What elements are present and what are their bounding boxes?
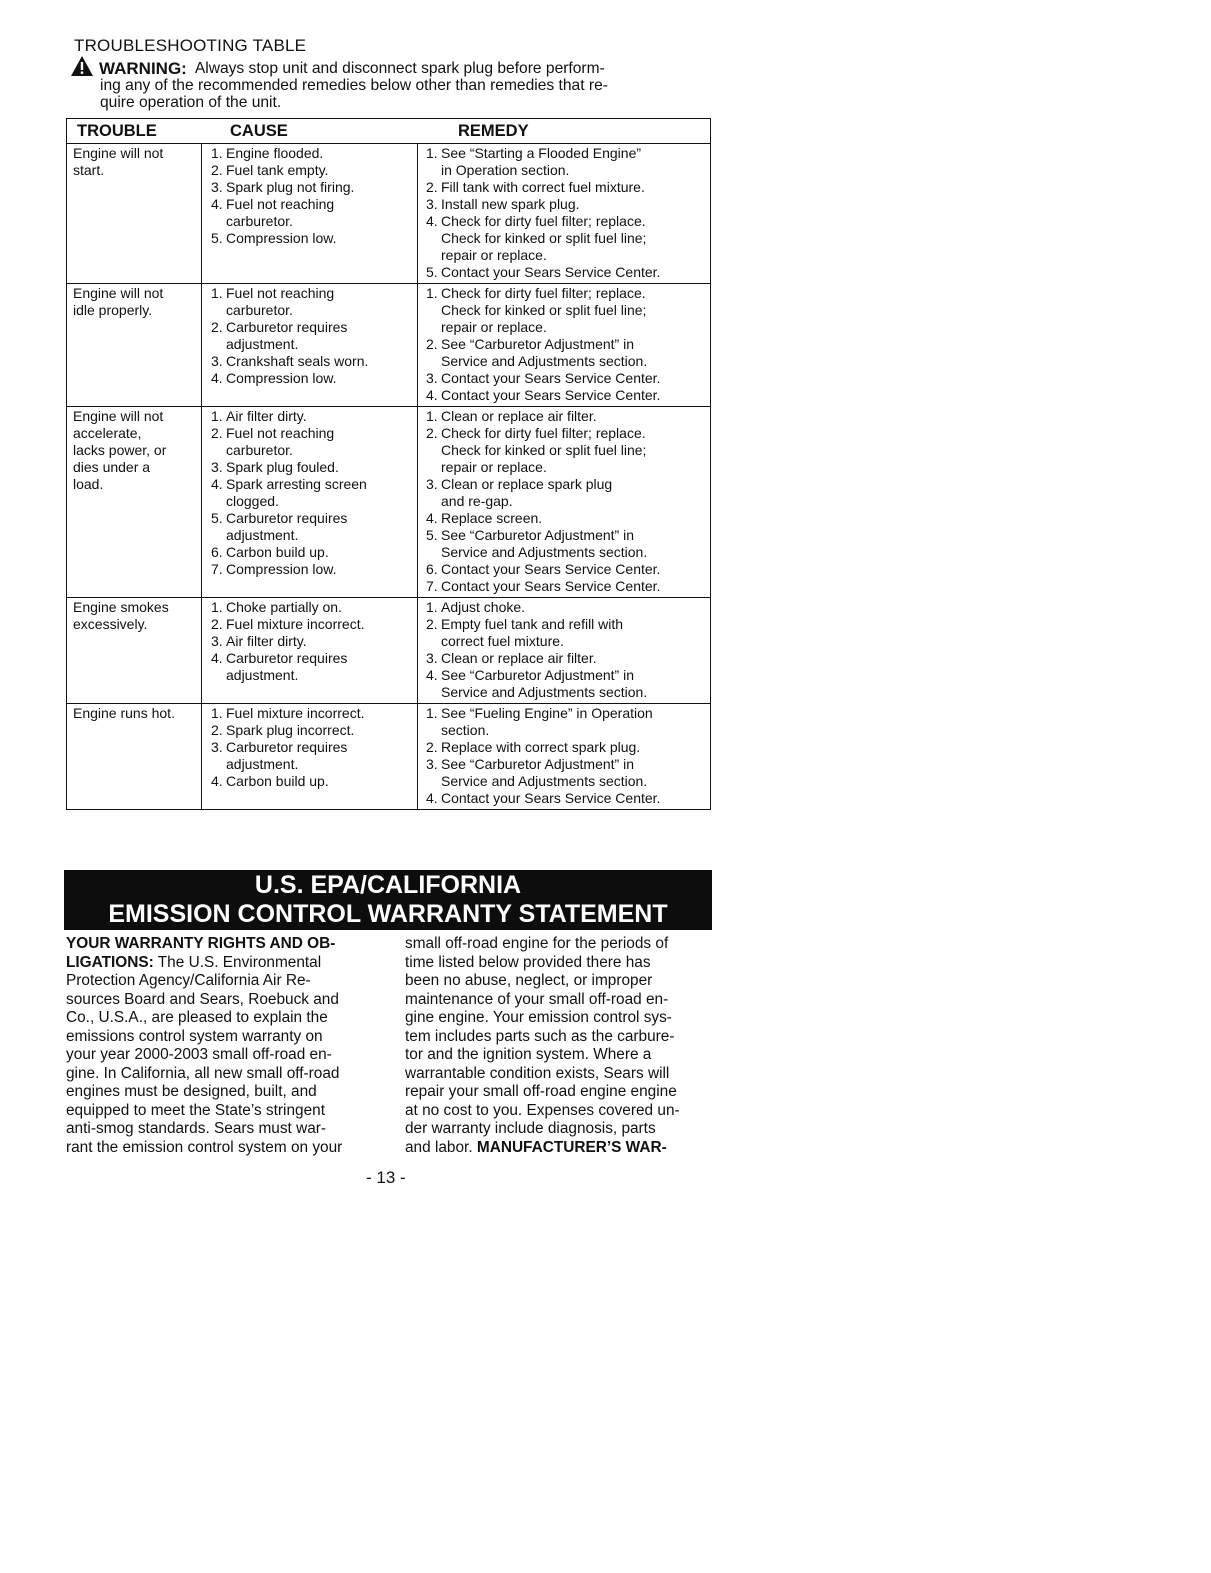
warranty-text-line: rant the emission control system on your [66,1138,343,1156]
item-number [426,773,441,790]
item-number [211,756,226,773]
remedy-text: See “Carburetor Adjustment” in [441,756,634,772]
item-number: 3. [426,650,438,666]
troubleshooting-table [66,118,711,810]
item-number: 1. [426,285,438,301]
item-number: 3. [211,633,223,649]
warranty-text-line: your year 2000-2003 small off-road en- [66,1046,332,1063]
remedy-text: Service and Adjustments section. [441,544,648,560]
cause-item [211,599,413,616]
trouble-cell [67,598,202,703]
remedy-item [426,739,706,756]
remedy-text: See “Carburetor Adjustment” in [441,527,634,543]
item-number: 4. [426,510,438,526]
warning-text-line: Always stop unit and disconnect spark plug before perform- [194,60,605,77]
cause-text: carburetor. [226,442,293,458]
cause-item [211,476,413,493]
table-row [67,704,710,809]
item-number: 3. [211,179,223,195]
remedy-item [426,442,706,459]
item-number [426,442,441,459]
warranty-text-line: Protection Agency/California Air Re- [66,972,311,989]
warranty-text-line: emissions control system warranty on [66,1027,323,1045]
remedy-text: Contact your Sears Service Center. [441,387,661,403]
cause-item [211,773,413,790]
cause-item [211,739,413,756]
banner-line: U.S. EPA/CALIFORNIA [254,871,522,899]
item-number [211,336,226,353]
remedy-cell [418,407,710,597]
item-number: 3. [211,459,223,475]
item-number [426,247,441,264]
warranty-text-line: warrantable condition exists, Sears will [405,1064,670,1082]
remedy-text: Empty fuel tank and refill with [441,616,624,632]
item-number: 3. [211,739,223,755]
cause-item [211,230,413,247]
cause-item [211,667,413,684]
warranty-text-line: maintenance of your small off-road en- [405,990,669,1008]
item-number: 4. [211,370,223,386]
trouble-text: Engine will not [73,408,164,424]
item-number [426,459,441,476]
table-row [67,284,710,407]
cause-item [211,633,413,650]
item-number: 4. [211,650,223,666]
remedy-item [426,756,706,773]
item-number: 3. [211,353,223,369]
remedy-item [426,425,706,442]
cause-item [211,442,413,459]
cause-item [211,425,413,442]
warranty-text-line: small off-road engine for the periods of [405,935,669,952]
remedy-text: Fill tank with correct fuel mixture. [441,179,645,195]
cause-item [211,370,413,387]
item-number: 2. [211,425,223,441]
cause-text: Spark arresting screen [226,476,367,492]
trouble-cell [67,407,202,597]
remedy-item [426,459,706,476]
item-number: 2. [211,722,223,738]
item-number: 4. [211,476,223,492]
remedy-text: section. [441,722,490,738]
warranty-text-line: been no abuse, neglect, or improper [405,972,653,989]
remedy-text: Adjust choke. [441,599,526,615]
item-number: 6. [426,561,438,577]
remedy-item [426,213,706,230]
remedy-item [426,230,706,247]
cause-item [211,527,413,544]
cause-text: Fuel tank empty. [226,162,329,178]
cause-text: Engine flooded. [226,145,324,161]
item-number: 2. [426,179,438,195]
cause-item [211,213,413,230]
item-number: 2. [426,425,438,441]
trouble-text: dies under a [73,459,151,475]
item-number: 1. [426,599,438,615]
item-number: 1. [211,145,223,161]
item-number: 4. [426,667,438,683]
trouble-text: lacks power, or [73,442,167,458]
warranty-right-column [405,935,720,1157]
remedy-text: Clean or replace air filter. [441,650,597,666]
item-number [211,213,226,230]
item-number [426,230,441,247]
warranty-text-line: The U.S. Environmental [153,953,322,971]
remedy-text: Check for dirty fuel filter; replace. [441,285,646,301]
remedy-item [426,616,706,633]
remedy-item [426,790,706,807]
item-number: 1. [426,145,438,161]
cause-text: Compression low. [226,561,337,577]
item-number: 3. [426,370,438,386]
remedy-text: See “Carburetor Adjustment” in [441,667,634,683]
item-number: 5. [426,527,438,543]
cause-item [211,510,413,527]
remedy-cell [418,144,710,283]
warranty-text-line: time listed below provided there has [405,953,651,971]
warranty-text-line: der warranty include diagnosis, parts [405,1120,656,1137]
warning-label: WARNING: [99,59,187,78]
cause-item [211,196,413,213]
remedy-text: Contact your Sears Service Center. [441,561,661,577]
warranty-text-line: gine engine. Your emission control sys- [405,1009,672,1026]
cause-text: Compression low. [226,370,337,386]
item-number [211,667,226,684]
remedy-item [426,285,706,302]
item-number [426,493,441,510]
item-number: 4. [426,790,438,806]
trouble-cell [67,284,202,406]
item-number [211,302,226,319]
item-number [211,442,226,459]
item-number: 1. [426,705,438,721]
item-number: 2. [426,616,438,632]
remedy-item [426,162,706,179]
trouble-cell [67,144,202,283]
item-number [426,684,441,701]
cause-cell [202,407,418,597]
remedy-item [426,667,706,684]
page-number: - 13 - [366,1168,406,1187]
cause-item [211,353,413,370]
cause-item [211,561,413,578]
cause-text: carburetor. [226,213,293,229]
remedy-item [426,633,706,650]
item-number: 2. [211,162,223,178]
table-row [67,407,710,598]
remedy-text: in Operation section. [441,162,570,178]
item-number [211,493,226,510]
cause-item [211,408,413,425]
warranty-text-line: gine. In California, all new small off-road [66,1064,340,1082]
remedy-item [426,578,706,595]
warranty-bold-tail: MANUFACTURER’S WAR- [476,1138,667,1156]
remedy-text: and re-gap. [441,493,513,509]
remedy-item [426,476,706,493]
remedy-text: Contact your Sears Service Center. [441,578,661,594]
item-number: 3. [426,756,438,772]
cause-text: Spark plug fouled. [226,459,339,475]
warranty-text-line: anti-smog standards. Sears must war- [66,1120,327,1137]
cause-text: Carbon build up. [226,773,329,789]
cause-item [211,302,413,319]
trouble-text: excessively. [73,616,148,632]
item-number: 5. [426,264,438,280]
cause-text: Carburetor requires [226,319,348,335]
warranty-left-column [66,935,388,1157]
remedy-text: Service and Adjustments section. [441,773,648,789]
remedy-text: Service and Adjustments section. [441,353,648,369]
remedy-item [426,722,706,739]
cause-item [211,544,413,561]
table-body [67,144,710,809]
remedy-item [426,510,706,527]
warranty-bold-lead: YOUR WARRANTY RIGHTS AND OB- [66,935,336,952]
header-trouble: TROUBLE [77,121,157,140]
warranty-text-line: engines must be designed, built, and [66,1083,317,1100]
remedy-text: See “Fueling Engine” in Operation [441,705,653,721]
item-number [211,527,226,544]
warning-triangle-icon [70,55,94,77]
trouble-text: start. [73,162,105,178]
remedy-text: repair or replace. [441,319,547,335]
remedy-text: Contact your Sears Service Center. [441,370,661,386]
item-number: 2. [426,336,438,352]
cause-item [211,145,413,162]
remedy-item [426,264,706,281]
remedy-item [426,544,706,561]
remedy-text: Check for kinked or split fuel line; [441,442,647,458]
item-number: 1. [211,408,223,424]
item-number: 2. [211,616,223,632]
cause-text: Fuel not reaching [226,196,335,212]
cause-text: Air filter dirty. [226,408,307,424]
cause-text: adjustment. [226,527,299,543]
table-row [67,598,710,704]
remedy-item [426,387,706,404]
item-number: 6. [211,544,223,560]
item-number [426,162,441,179]
cause-item [211,319,413,336]
cause-text: Carbon build up. [226,544,329,560]
warranty-text-line: tem includes parts such as the carbure- [405,1027,675,1045]
banner-line: EMISSION CONTROL WARRANTY STATEMENT [108,900,668,928]
item-number: 5. [211,510,223,526]
warning-notice [70,55,710,111]
remedy-text: Check for kinked or split fuel line; [441,230,647,246]
emission-warranty-banner [64,870,712,930]
trouble-text: load. [73,476,104,492]
warranty-text-line: repair your small off-road engine engine [405,1083,677,1100]
remedy-item [426,319,706,336]
remedy-item [426,493,706,510]
cause-item [211,616,413,633]
remedy-item [426,773,706,790]
item-number: 2. [426,739,438,755]
item-number: 3. [426,196,438,212]
item-number: 2. [211,319,223,335]
warranty-text-line: equipped to meet the State’s stringent [66,1101,325,1119]
item-number [426,302,441,319]
item-number [426,353,441,370]
remedy-cell [418,284,710,406]
remedy-text: Contact your Sears Service Center. [441,790,661,806]
remedy-text: Clean or replace air filter. [441,408,597,424]
cause-text: Compression low. [226,230,337,246]
cause-text: Carburetor requires [226,510,348,526]
header-remedy: REMEDY [458,121,529,140]
item-number: 4. [211,196,223,212]
cause-text: adjustment. [226,667,299,683]
cause-cell [202,704,418,809]
cause-text: Air filter dirty. [226,633,307,649]
cause-text: Fuel not reaching [226,425,335,441]
item-number: 7. [211,561,223,577]
remedy-text: correct fuel mixture. [441,633,564,649]
troubleshooting-heading: TROUBLESHOOTING TABLE [74,36,307,55]
warranty-text-line: tor and the ignition system. Where a [405,1046,652,1063]
cause-cell [202,284,418,406]
remedy-item [426,145,706,162]
warranty-bold-lead: LIGATIONS: [66,953,154,971]
warranty-text-line: Co., U.S.A., are pleased to explain the [66,1009,328,1026]
cause-item [211,162,413,179]
cause-item [211,650,413,667]
cause-item [211,459,413,476]
remedy-item [426,650,706,667]
remedy-cell [418,598,710,703]
remedy-item [426,247,706,264]
remedy-item [426,179,706,196]
cause-text: carburetor. [226,302,293,318]
remedy-text: Replace screen. [441,510,543,526]
remedy-item [426,561,706,578]
trouble-cell [67,704,202,809]
cause-text: Spark plug not firing. [226,179,355,195]
item-number: 1. [426,408,438,424]
cause-item [211,493,413,510]
item-number: 1. [211,599,223,615]
cause-item [211,179,413,196]
item-number: 7. [426,578,438,594]
remedy-item [426,370,706,387]
trouble-text: Engine smokes [73,599,169,615]
remedy-item [426,527,706,544]
cause-text: Carburetor requires [226,650,348,666]
cause-text: adjustment. [226,336,299,352]
remedy-text: Check for dirty fuel filter; replace. [441,425,646,441]
item-number: 4. [426,387,438,403]
remedy-item [426,705,706,722]
remedy-item [426,302,706,319]
remedy-item [426,684,706,701]
table-header [67,119,710,144]
remedy-item [426,353,706,370]
remedy-text: Contact your Sears Service Center. [441,264,661,280]
cause-text: clogged. [226,493,279,509]
warning-text-line: quire operation of the unit. [100,94,282,111]
remedy-text: Service and Adjustments section. [441,684,648,700]
remedy-item [426,599,706,616]
remedy-text: See “Carburetor Adjustment” in [441,336,634,352]
warranty-text-line: sources Board and Sears, Roebuck and [66,990,339,1008]
remedy-text: Clean or replace spark plug [441,476,613,492]
item-number [426,544,441,561]
item-number: 4. [426,213,438,229]
trouble-text: idle properly. [73,302,153,318]
warranty-text-line: and labor. [405,1138,477,1156]
remedy-text: Install new spark plug. [441,196,580,212]
header-cause: CAUSE [230,121,288,140]
remedy-item [426,336,706,353]
remedy-cell [418,704,710,809]
cause-cell [202,598,418,703]
cause-cell [202,144,418,283]
cause-text: Crankshaft seals worn. [226,353,369,369]
cause-item [211,722,413,739]
cause-text: Carburetor requires [226,739,348,755]
warning-text-line: ing any of the recommended remedies below other than remedies that re- [100,77,608,94]
remedy-text: Check for kinked or split fuel line; [441,302,647,318]
cause-item [211,756,413,773]
cause-text: Fuel mixture incorrect. [226,616,365,632]
item-number: 1. [211,285,223,301]
remedy-text: See “Starting a Flooded Engine” [441,145,642,161]
cause-text: Fuel not reaching [226,285,335,301]
cause-text: Fuel mixture incorrect. [226,705,365,721]
table-row [67,144,710,284]
remedy-item [426,408,706,425]
cause-item [211,336,413,353]
item-number: 3. [426,476,438,492]
item-number: 5. [211,230,223,246]
item-number [426,722,441,739]
cause-text: Choke partially on. [226,599,342,615]
item-number [426,633,441,650]
trouble-text: Engine runs hot. [73,705,175,721]
cause-text: Spark plug incorrect. [226,722,355,738]
remedy-text: repair or replace. [441,459,547,475]
cause-item [211,705,413,722]
remedy-text: Check for dirty fuel filter; replace. [441,213,646,229]
remedy-text: repair or replace. [441,247,547,263]
item-number [426,319,441,336]
warranty-text-line: at no cost to you. Expenses covered un- [405,1101,680,1119]
cause-text: adjustment. [226,756,299,772]
trouble-text: accelerate, [73,425,142,441]
cause-item [211,285,413,302]
remedy-item [426,196,706,213]
item-number: 1. [211,705,223,721]
item-number: 4. [211,773,223,789]
remedy-text: Replace with correct spark plug. [441,739,641,755]
trouble-text: Engine will not [73,285,164,301]
trouble-text: Engine will not [73,145,164,161]
